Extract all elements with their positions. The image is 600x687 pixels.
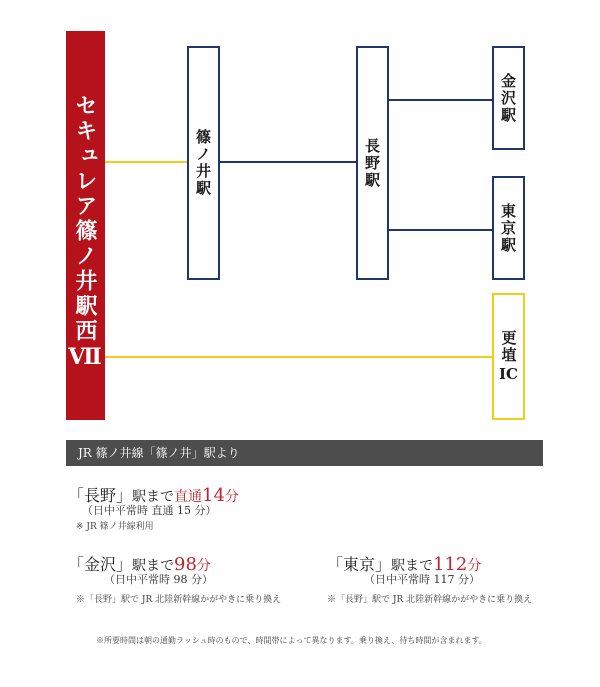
rail-line-shinonoi-nagano [219, 161, 357, 163]
kanazawa-note: ※「長野」駅で JR 北陸新幹線かがやきに乗り換え [76, 595, 282, 605]
road-line-to-koshoku-ic [105, 356, 493, 358]
tokyo-daytime: （日中平常時 117 分） [364, 573, 480, 586]
station-nagano-label: 長野駅 [363, 137, 381, 189]
rail-line-nagano-tokyo [388, 229, 494, 231]
origin-label: セキュレア篠ノ井駅西Ⅶ [72, 94, 98, 373]
access-header-bar [66, 440, 543, 466]
tokyo-dest: 「東京」 [327, 555, 392, 574]
kanazawa-minutes: 98 [174, 554, 197, 575]
station-shinonoi-label: 篠ノ井駅 [194, 129, 212, 197]
nagano-daytime: （日中平常時 直通 15 分） [82, 504, 217, 517]
tokyo-note: ※「長野」駅で JR 北陸新幹線かがやきに乗り換え [327, 595, 533, 605]
station-tokyo-label: 東京駅 [499, 202, 517, 254]
interchange-ic: IC [499, 364, 518, 383]
station-kanazawa-label: 金沢駅 [499, 72, 517, 124]
kanazawa-daytime: （日中平常時 98 分） [104, 573, 213, 586]
footnote: ※所要時間は朝の通勤ラッシュ時のもので、時間帯によって異なります。乗り換え、待ち時間が含まれます。 [96, 636, 487, 645]
tokyo-unit: 分 [467, 558, 482, 574]
kanazawa-made: 駅まで [132, 558, 175, 574]
station-tokyo [492, 176, 525, 280]
station-nagano [356, 46, 389, 280]
interchange-koshoku-label [499, 330, 519, 384]
station-kanazawa [492, 46, 525, 150]
nagano-unit: 分 [224, 489, 239, 505]
nagano-dest: 「長野」 [68, 486, 133, 505]
interchange-name: 更埴 [499, 329, 518, 364]
interchange-koshoku [492, 293, 525, 420]
nagano-minutes: 14 [202, 485, 225, 506]
nagano-note: ※ JR 篠ノ井線利用 [76, 522, 154, 532]
origin-property-box [66, 31, 105, 420]
kanazawa-unit: 分 [196, 558, 211, 574]
road-line-to-shinonoi [105, 161, 189, 163]
access-header: JR 篠ノ井線「篠ノ井」駅より [78, 446, 240, 460]
nagano-made: 駅まで [132, 489, 175, 505]
tokyo-minutes: 112 [433, 554, 468, 575]
kanazawa-dest: 「金沢」 [68, 555, 133, 574]
station-shinonoi [187, 46, 220, 280]
tokyo-made: 駅まで [391, 558, 434, 574]
nagano-direct: 直通 [174, 489, 203, 505]
rail-line-nagano-kanazawa [388, 99, 494, 101]
